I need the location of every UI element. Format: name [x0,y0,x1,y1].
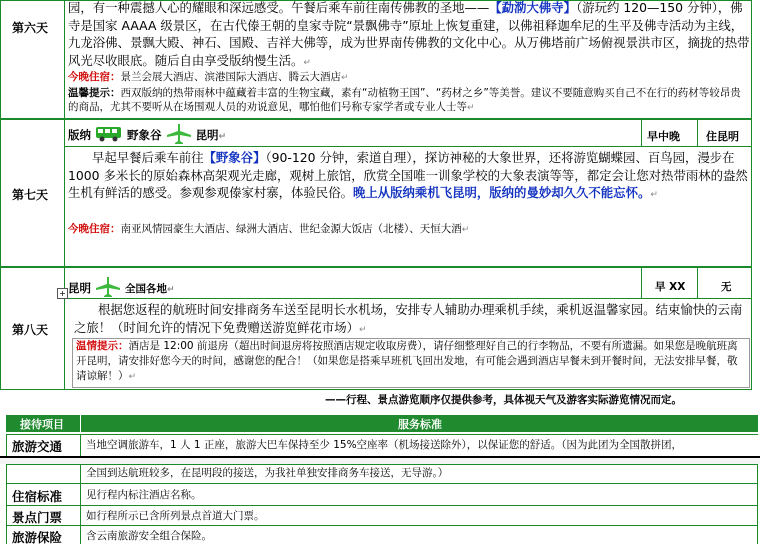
service-left-border [6,434,7,544]
day7-text-b: （90-120 分钟，索道自理），探访神秘的大象世界，还将游览蝴蝶园、百鸟园，漫步在 1000 多米长的原始森林高架观光走廊，观树上旅馆，欣赏全国唯一训象学校的大象表演等等，都定会让您对热带雨林的盎然生机有鲜活的感受。参观参观傣家村寨，体验民俗。 [68,150,748,201]
table-left-border [0,0,1,390]
day8-meals: 早 XX [655,281,686,293]
day6-tip-value: 西双版纳的热带雨林中蕴藏着丰富的生物宝藏，素有“动植物王国”、“药材之乡”等美誉。建议不要随意购买自己不在行的药材等较昂贵的商品，尤其不要听从在场围观人员的劝说意见，哪怕他们号称专家学者或专业人士等 [68,87,741,113]
table-move-handle-icon[interactable]: + [57,288,68,299]
day8-stay-divider [697,268,698,299]
day8-meals-divider [641,268,642,299]
airplane-icon [166,123,192,148]
day8-bottom-border [0,389,752,390]
service-row-tickets-value: 如行程所示已含所列景点首道大门票。 [86,510,265,522]
day6-text-b: （游玩约 120—150 分钟），佛寺是国家 AAAA 级景区，在古代傣王朝的皇家寺院“景飘佛寺”原址上恢复重建，以佛祖释迦牟尼的生平及佛寺活动为主线，九龙浴佛、景飘大殿、神石、国殿、吉祥大佛等，成为世界南传佛教的文化中心。从万佛塔前广场俯视景洪市区，摘拢的热带风光尽收眼底。随后自由享受版纳慢生活。 [68,0,750,68]
service-row-transport-cont: 全国到达航班较多，在昆明段的接送，为我社单独安排商务车接送，无导游。） [86,467,449,479]
service-row-transport-value: 当地空调旅游车，1 人 1 正座，旅游大巴车保持至少 15%空座率（机场接送除外），以保证您的舒适。（因为此团为全国散拼团， [86,439,683,451]
day8-label: 第八天 [12,323,49,337]
day7-meals-divider [641,120,642,147]
day7-meals: 早中晚 [647,130,680,143]
service-row1b-top [6,464,758,465]
day8-route: 昆明 全国各地↵ [68,276,175,301]
day8-tip: 温情提示：酒店是 12:00 前退房（超出时间退房将按照酒店规定收取房费），请仔细整理好自己的行李物品，不要有所遗漏。如果您是晚航班离开昆明，请安排好您今天的时间，感谢您的配合！（如果您是搭乘早班机飞回出发地，有可能会遇到酒店早餐未到开餐时间，无法安排早餐，敬请谅解！）↵ [76,340,738,382]
day6-tip: 温馨提示：西双版纳的热带雨林中蕴藏着丰富的生物宝藏，素有“动植物王国”、“药材之乡”等美誉。建议不要随意购买自己不在行的药材等较昂贵的商品，尤其不要听从在场围观人员的劝说意见，哪怕他们号称专家学者或专业人士等↵ [68,87,741,113]
day7-stay-divider [697,120,698,147]
day6-hotel-label: 今晚住宿： [68,71,121,83]
day-column-divider [64,0,65,390]
day8-stay: 无 [721,281,732,293]
day7-route-to: 昆明 [195,128,219,142]
day6-text-a: 园，有一种震撼人心的耀眼和深远感受。午餐后乘车前往南传佛教的圣地—— [68,0,490,15]
day8-route-from: 昆明 [68,281,91,295]
service-row-transport-label: 旅游交通 [12,439,63,454]
day8-description: 根据您返程的航班时间安排商务车送至昆明长水机场，安排专人辅助办理乘机手续，乘机返温馨家园。结束愉快的云南之旅！（时间允许的情况下免费赠送游览鲜花市场）↵ [74,302,743,335]
day7-route: 版纳 野象谷 昆明↵ [68,123,226,148]
service-header-standard: 服务标准 [398,418,442,431]
day8-text: 根据您返程的航班时间安排商务车送至昆明长水机场，安排专人辅助办理乘机手续，乘机返温馨家园。结束愉快的云南之旅！（时间允许的情况下免费赠送游览鲜花市场） [74,302,743,335]
day6-hotel-value: 景兰会展大酒店、滨港国际大酒店、腾云大酒店 [120,71,341,83]
service-row-insurance-label: 旅游保险 [12,530,63,545]
day6-description: 园，有一种震撼人心的耀眼和深远感受。午餐后乘车前往南传佛教的圣地——【勐泐大佛寺】（游玩约 120—150 分钟），佛寺是国家 AAAA 级景区，在古代傣王朝的皇家寺院“景飘佛寺”原址上恢复重建，以佛祖释迦牟尼的生平及佛寺活动为主线，九龙浴佛、景飘大殿、神石、国殿、吉祥大佛等，成为世界南传佛教的文化中心。从万佛塔前广场俯视景洪市区，摘拢的热带风光尽收眼底。随后自由享受版纳慢生活。↵ [68,0,750,68]
day7-hotel-value: 南亚风情园豪生大酒店、绿洲大酒店、世纪金源大饭店（北楼）、天恒大酒 [120,223,462,235]
day7-route-from: 版纳 [68,128,91,142]
service-col-divider [80,434,81,544]
day6-place-highlight: 【勐泐大佛寺】 [489,0,577,15]
day7-bottom-border [0,266,752,268]
day7-stay: 住昆明 [706,130,739,143]
day8-route-to: 全国各地 [125,283,168,295]
day6-tip-label: 温馨提示： [68,87,121,99]
service-header-divider [80,415,81,432]
itinerary-note: ——行程、景点游览顺序仅提供参考，具体视天气及游客实际游览情况而定。 [325,394,682,406]
service-row2-top [6,483,758,484]
day7-label: 第七天 [12,188,49,202]
service-row4-top [6,525,758,526]
service-row-insurance-value: 含云南旅游安全组合保险。 [86,530,212,542]
day6-label: 第六天 [12,21,49,35]
day8-tip-label: 温情提示： [76,340,129,352]
service-header-item: 接待项目 [20,418,64,431]
day7-hotel-label: 今晚住宿： [68,223,121,235]
table-right-border [751,0,752,390]
day7-hotel: 今晚住宿：南亚风情园豪生大酒店、绿洲大酒店、世纪金源大饭店（北楼）、天恒大酒↵ [68,223,470,235]
day7-route-mid: 野象谷 [127,128,162,142]
day6-bottom-border [0,118,752,120]
day7-place-highlight: 【野象谷】 [203,150,266,165]
day7-text-a: 早起早餐后乘车前往 [92,150,204,165]
service-header-row [6,415,758,432]
bus-icon [95,125,123,146]
day7-description: 早起早餐后乘车前往【野象谷】（90-120 分钟，索道自理），探访神秘的大象世界，还将游览蝴蝶园、百鸟园，漫步在 1000 多米长的原始森林高架观光走廊，观树上旅馆，欣赏全国唯一训象学校的大象表演等等，都定会让您对热带雨林的盎然生机有鲜活的感受。参观参观傣家村寨，体验民俗。晚上从版纳乘机飞昆明，版纳的曼妙却久久不能忘怀。↵ [68,150,748,201]
airplane-icon [95,276,121,301]
day8-tip-value: 酒店是 12:00 前退房（超出时间退房将按照酒店规定收取房费），请仔细整理好自己的行李物品，不要有所遗漏。如果您是晚航班离开昆明，请安排好您今天的时间，感谢您的配合！（如果您是搭乘早班机飞回出发地，有可能会遇到酒店早餐未到开餐时间，无法安排早餐，敬请谅解！） [76,340,738,382]
service-row-hotel-label: 住宿标准 [12,489,63,504]
day7-flight-note: 晚上从版纳乘机飞昆明，版纳的曼妙却久久不能忘怀。 [352,185,651,201]
service-row1-top [6,434,758,435]
service-row-hotel-value: 见行程内标注酒店名称。 [86,489,202,501]
service-row-tickets-label: 景点门票 [12,510,63,525]
service-right-border [757,464,758,544]
service-row3-top [6,505,758,506]
day6-hotel: 今晚住宿：景兰会展大酒店、滨港国际大酒店、腾云大酒店↵ [68,71,349,83]
